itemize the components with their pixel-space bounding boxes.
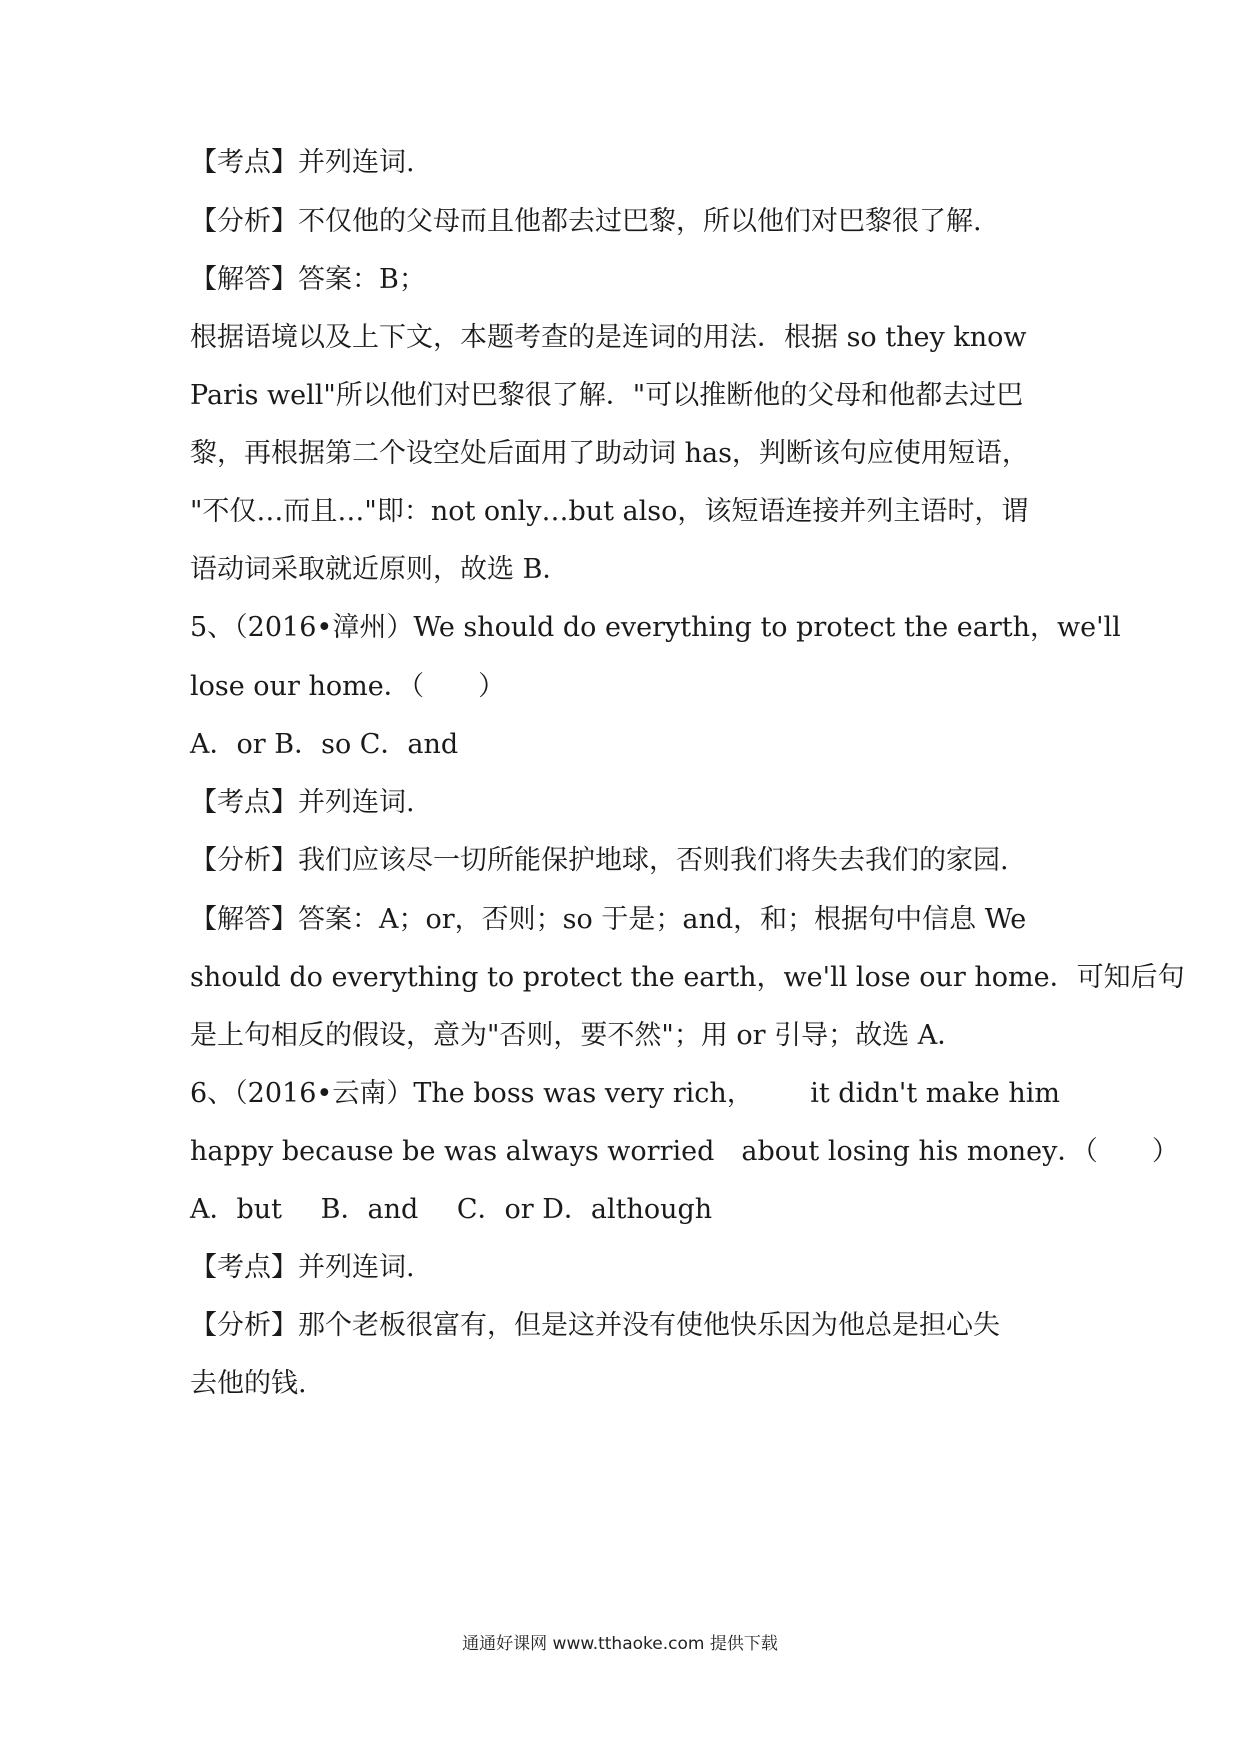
jieda-line: 【解答】答案：B； (190, 264, 426, 295)
fenxi-line: 【分析】那个老板很富有，但是这并没有使他快乐因为他总是担心失 (190, 1310, 1000, 1341)
question-6-text: 6、（2016•云南）The boss was very rich， (190, 1078, 754, 1109)
question-5-options: A．or B．so C．and (190, 729, 459, 760)
question-6-text-end: it didn't make him (810, 1078, 1060, 1109)
fenxi-line: 【分析】不仅他的父母而且他都去过巴黎，所以他们对巴黎很了解. (190, 206, 982, 237)
explanation-line: 根据语境以及上下文，本题考查的是连词的用法．根据 so they know (190, 322, 1027, 353)
explanation-line: 是上句相反的假设，意为"否则，要不然"；用 or 引导；故选 A． (190, 1020, 965, 1051)
fenxi-line: 去他的钱. (190, 1368, 307, 1399)
question-6-stem (190, 1074, 1060, 1114)
explanation-line: 黎，再根据第二个设空处后面用了助动词 has，判断该句应使用短语， (190, 438, 1029, 469)
kaodian-line: 【考点】并列连词. (190, 1252, 415, 1283)
kaodian-line: 【考点】并列连词. (190, 147, 415, 178)
explanation-line: Paris well"所以他们对巴黎很了解．"可以推断他的父母和他都去过巴 (190, 380, 1024, 411)
question-5-text-end: we'll (1056, 612, 1121, 643)
fenxi-line: 【分析】我们应该尽一切所能保护地球，否则我们将失去我们的家园. (190, 845, 1009, 876)
question-5-stem: lose our home．（ ） (190, 671, 506, 702)
jieda-line: 【解答】答案：A；or，否则；so 于是；and，和；根据句中信息 We (190, 904, 1027, 935)
explanation-line: "不仅…而且…"即：not only…but also，该短语连接并列主语时，谓 (190, 496, 1029, 527)
question-6-options (190, 1190, 1060, 1230)
question-5-text: 5、（2016•漳州）We should do everything to protect the earth， (190, 612, 1057, 643)
explanation-line: 语动词采取就近原则，故选 B． (190, 554, 570, 585)
explanation-line: should do everything to protect the earth，we'll lose our home．可知后句 (190, 962, 1185, 993)
option-a: A．but (190, 1194, 283, 1225)
question-6-stem: happy because be was always worried about losing his money．（ ） (190, 1136, 1179, 1167)
option-c-d: C．or D．although (456, 1194, 713, 1225)
page-footer: 通通好课网 www.tthaoke.com 提供下载 (462, 1634, 778, 1654)
kaodian-line: 【考点】并列连词. (190, 787, 415, 818)
option-b: B．and (320, 1194, 419, 1225)
question-5-stem (190, 608, 1121, 648)
